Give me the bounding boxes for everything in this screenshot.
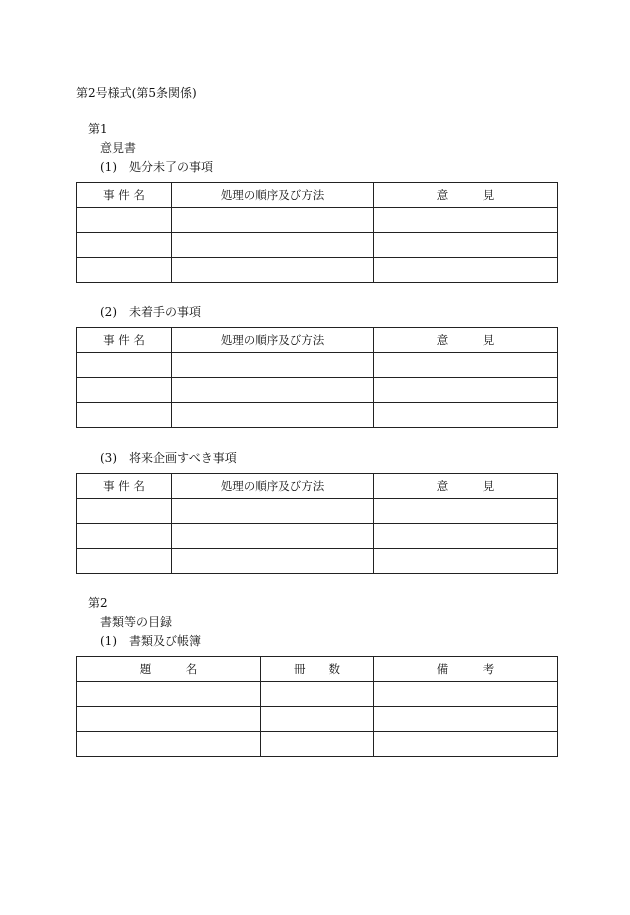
table-cell[interactable] (172, 208, 374, 233)
column-header: 処理の順序及び方法 (172, 183, 374, 208)
table-cell[interactable] (261, 707, 374, 732)
table-cell[interactable] (77, 233, 172, 258)
table-cell[interactable] (77, 403, 172, 428)
table-cell[interactable] (261, 682, 374, 707)
table-row (77, 524, 558, 549)
table-cell[interactable] (77, 524, 172, 549)
column-header: 処理の順序及び方法 (172, 474, 374, 499)
table-cell[interactable] (77, 682, 261, 707)
opinion-table-unfinished (76, 182, 558, 283)
table-row (77, 682, 558, 707)
table-cell[interactable] (77, 208, 172, 233)
table-cell[interactable] (172, 258, 374, 283)
table-header-row (77, 474, 558, 499)
column-header: 事 件 名 (77, 183, 172, 208)
table-cell[interactable] (374, 403, 558, 428)
table-row (77, 258, 558, 283)
table-row (77, 707, 558, 732)
opinion-table-future-plans (76, 473, 558, 574)
table-cell[interactable] (172, 233, 374, 258)
document-inventory-table (76, 656, 558, 757)
table-cell[interactable] (172, 378, 374, 403)
table-cell[interactable] (77, 549, 172, 574)
section-label: (3) 将来企画すべき事項 (100, 451, 237, 465)
section-label: (1) 書類及び帳簿 (100, 634, 201, 648)
table-header-row (77, 183, 558, 208)
table-cell[interactable] (172, 524, 374, 549)
column-header: 意 見 (374, 474, 558, 499)
column-header: 事 件 名 (77, 328, 172, 353)
table-row (77, 378, 558, 403)
table-cell[interactable] (374, 707, 558, 732)
table-row (77, 208, 558, 233)
table-cell[interactable] (172, 499, 374, 524)
table-cell[interactable] (77, 732, 261, 757)
column-header: 事 件 名 (77, 474, 172, 499)
table-cell[interactable] (77, 499, 172, 524)
table-row (77, 499, 558, 524)
table-cell[interactable] (374, 208, 558, 233)
table-row (77, 549, 558, 574)
column-header: 処理の順序及び方法 (172, 328, 374, 353)
table-cell[interactable] (374, 682, 558, 707)
table-row (77, 353, 558, 378)
section-label: (1) 処分未了の事項 (100, 160, 213, 174)
table-cell[interactable] (374, 353, 558, 378)
table-row (77, 732, 558, 757)
column-header: 意 見 (374, 183, 558, 208)
table-cell[interactable] (374, 549, 558, 574)
part1-heading: 第1 (88, 122, 108, 136)
part2-title: 書類等の目録 (100, 615, 173, 629)
table-cell[interactable] (374, 258, 558, 283)
table-cell[interactable] (77, 353, 172, 378)
column-header: 備 考 (374, 657, 558, 682)
table-cell[interactable] (77, 707, 261, 732)
table-cell[interactable] (261, 732, 374, 757)
column-header: 冊 数 (261, 657, 374, 682)
table-cell[interactable] (77, 258, 172, 283)
form-title: 第2号様式(第5条関係) (76, 86, 197, 100)
part2-heading: 第2 (88, 596, 108, 610)
column-header: 題 名 (77, 657, 261, 682)
column-header: 意 見 (374, 328, 558, 353)
table-row (77, 233, 558, 258)
table-cell[interactable] (172, 353, 374, 378)
table-cell[interactable] (374, 233, 558, 258)
table-cell[interactable] (374, 732, 558, 757)
table-cell[interactable] (172, 403, 374, 428)
table-header-row (77, 657, 558, 682)
table-header-row (77, 328, 558, 353)
table-cell[interactable] (374, 499, 558, 524)
table-cell[interactable] (374, 378, 558, 403)
table-cell[interactable] (172, 549, 374, 574)
table-row (77, 403, 558, 428)
section-label: (2) 未着手の事項 (100, 305, 201, 319)
table-cell[interactable] (374, 524, 558, 549)
table-cell[interactable] (77, 378, 172, 403)
part1-title: 意見書 (100, 141, 137, 155)
opinion-table-not-started (76, 327, 558, 428)
